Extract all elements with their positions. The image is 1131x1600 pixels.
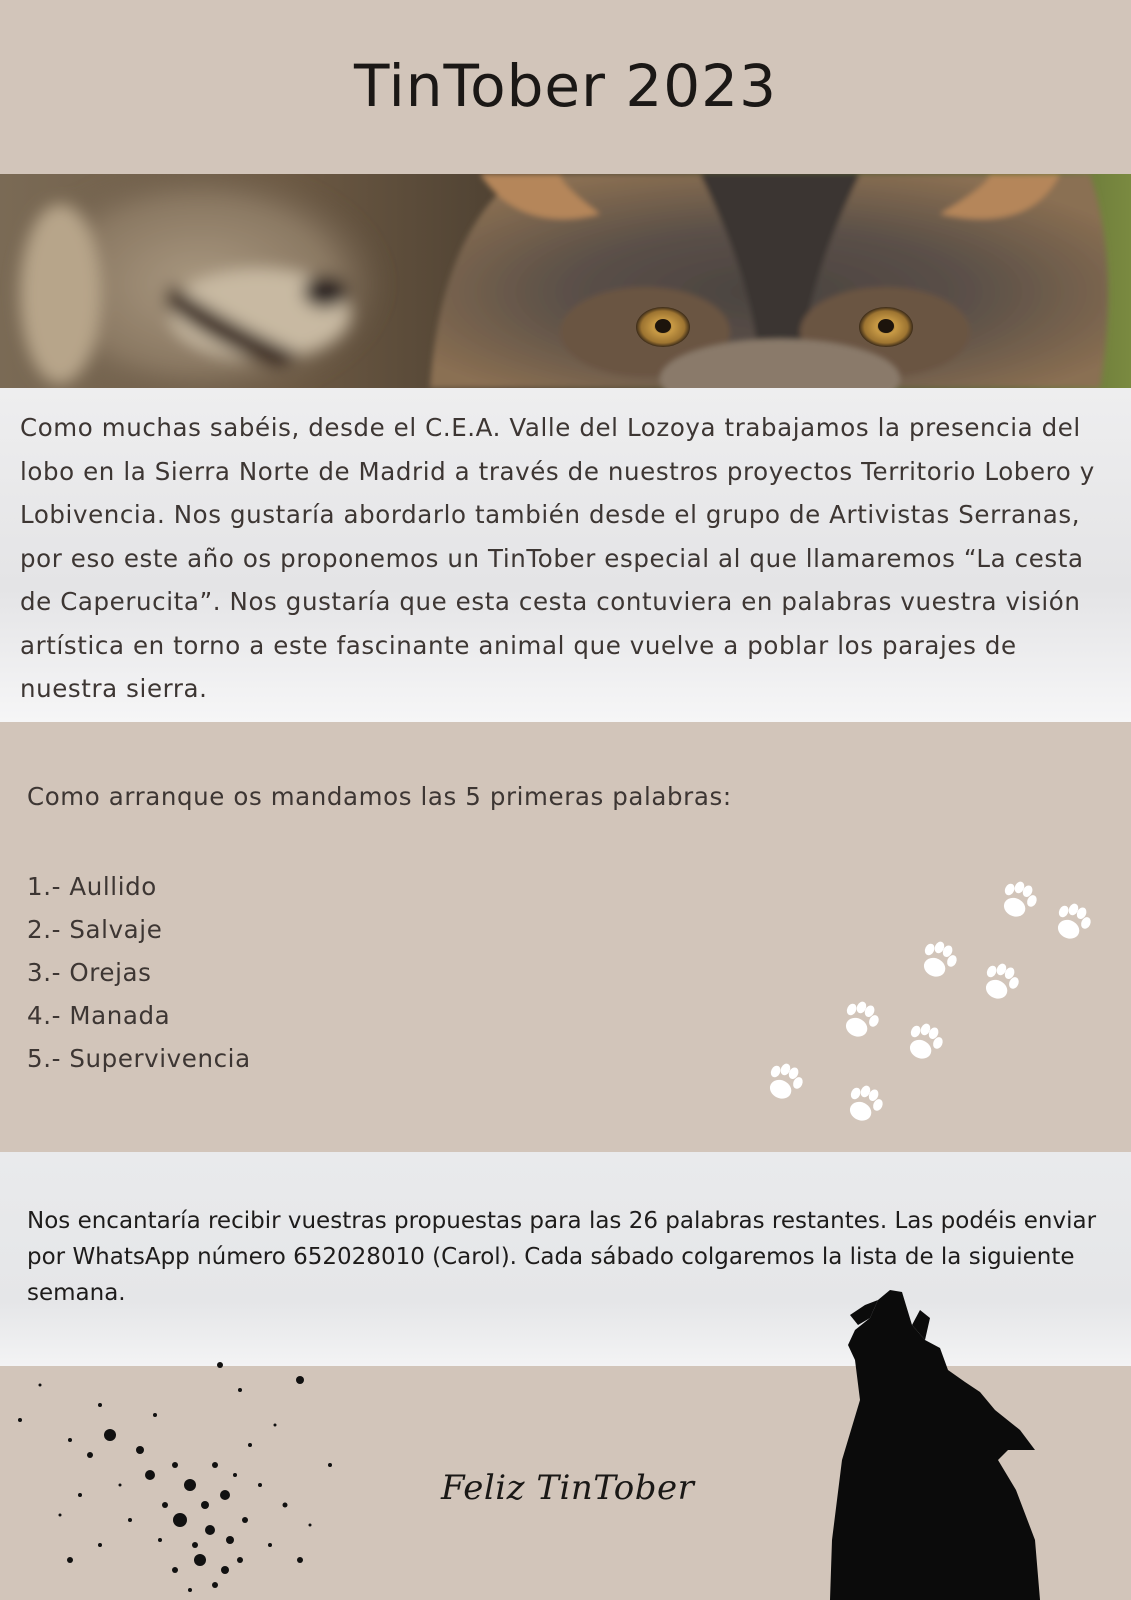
list-item: 3.- Orejas (27, 958, 152, 987)
intro-panel (0, 388, 1131, 722)
list-item: 5.- Supervivencia (27, 1044, 251, 1073)
howling-wolf-icon (830, 1290, 1090, 1600)
page-title: TinTober 2023 (354, 52, 777, 120)
words-list (27, 865, 251, 1080)
notice-text: Nos encantaría recibir vuestras propuestas para las 26 palabras restantes. Las podéis enviar por WhatsApp número 652028010 (Carol). Cada sábado colgaremos la lista de la siguiente semana. (27, 1208, 1097, 1306)
wolf-photo (0, 174, 1131, 388)
ink-splatter (0, 1345, 360, 1600)
wolf-banner-image (0, 174, 1131, 388)
words-lead: Como arranque os mandamos las 5 primeras palabras: (27, 782, 732, 811)
list-item: 4.- Manada (27, 1001, 171, 1030)
feliz-tintober-signature: Feliz TinTober (441, 1468, 695, 1508)
intro-text: Como muchas sabéis, desde el C.E.A. Valle del Lozoya trabajamos la presencia del lobo en la Sierra Norte de Madrid a través de nuestros proyectos Territorio Lobero y Lobivencia. Nos gustaría abordarlo también desde el grupo de Artivistas Serranas, por eso este año os proponemos un TinTober especial al que llamaremos “La cesta de Caperucita”. Nos gustaría que esta cesta contuviera en palabras vuestra visión artística en torno a este fascinante animal que vuelve a poblar los parajes de nuestra sierra. (20, 413, 1095, 703)
paw-prints-icon (740, 870, 1131, 1160)
header (0, 0, 1131, 174)
list-item: 1.- Aullido (27, 872, 157, 901)
list-item: 2.- Salvaje (27, 915, 163, 944)
